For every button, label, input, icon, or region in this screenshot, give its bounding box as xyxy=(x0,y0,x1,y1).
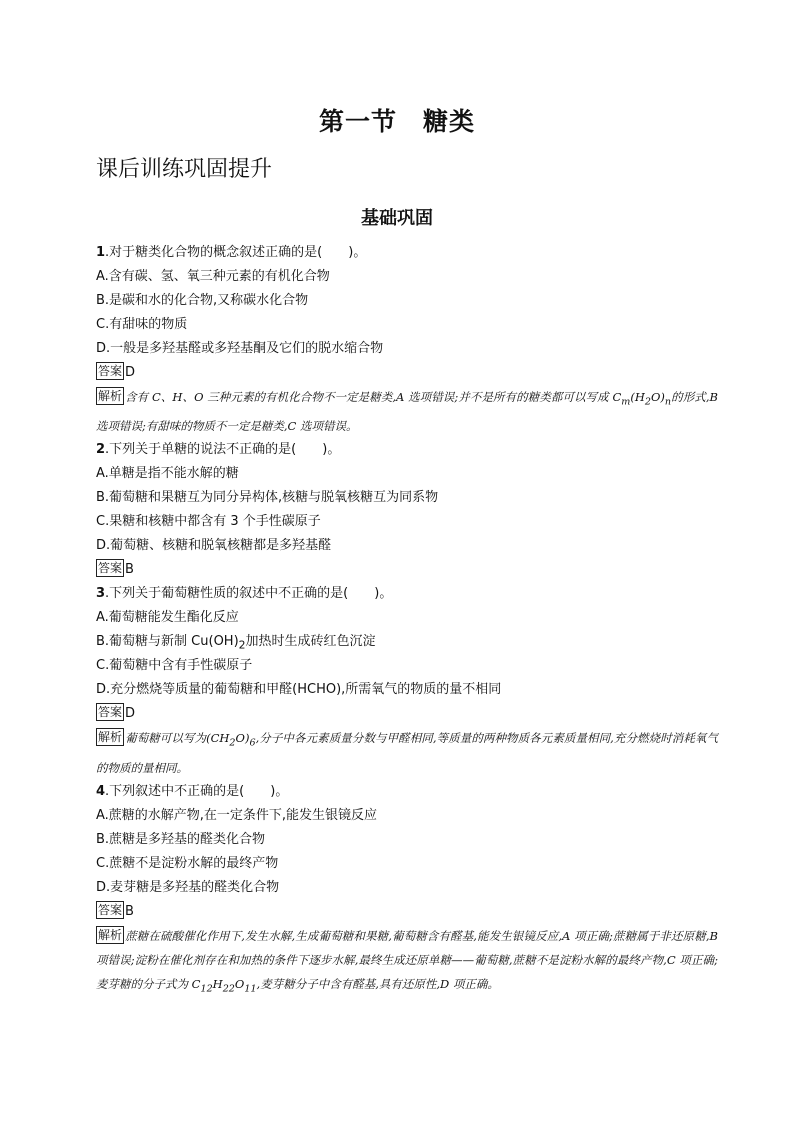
question-stem: .下列关于单糖的说法不正确的是( )。 xyxy=(105,442,341,458)
option-a: A.蔗糖的水解产物,在一定条件下,能发生银镜反应 xyxy=(96,807,378,823)
option-b: B.葡萄糖与新制 $Cu(OH)_2$加热时生成砖红色沉淀 xyxy=(96,634,376,652)
answer-row xyxy=(96,702,718,726)
answer-row xyxy=(96,361,718,385)
question-3 xyxy=(96,582,718,779)
option-b: B.葡萄糖和果糖互为同分异构体,核糖与脱氧核糖互为同系物 xyxy=(96,490,439,506)
option-c: C.蔗糖不是淀粉水解的最终产物 xyxy=(96,855,279,871)
question-stem: .下列关于葡萄糖性质的叙述中不正确的是( )。 xyxy=(105,586,393,602)
option-c: C.果糖和核糖中都含有 3 个手性碳原子 xyxy=(96,514,321,530)
option-c: C.葡萄糖中含有手性碳原子 xyxy=(96,658,253,674)
question-list xyxy=(96,241,718,1001)
question-1 xyxy=(96,241,718,438)
answer-label: 答案 xyxy=(98,364,123,378)
option-d: D.葡萄糖、核糖和脱氧核糖都是多羟基醛 xyxy=(96,538,332,554)
option-d: D.一般是多羟基醛或多羟基酮及它们的脱水缩合物 xyxy=(96,341,384,356)
question-number: 1 xyxy=(96,245,106,260)
chapter-title: 第一节 糖类 xyxy=(318,107,475,136)
answer-value: D xyxy=(125,365,136,380)
question-stem: .下列叙述中不正确的是( )。 xyxy=(105,783,289,799)
option-b: B.是碳和水的化合物,又称碳水化合物 xyxy=(96,293,309,308)
sub-title: 基础巩固 xyxy=(361,208,433,229)
answer-value: D xyxy=(125,706,136,722)
question-4 xyxy=(96,780,718,1001)
explanation-row: 解析 含有 C、H、O 三种元素的有机化合物不一定是糖类,A 选项错误;并不是所有的糖类都可以写成 $C_m(H_2O)_n$的形式,B 选项错误;有甜味的物质不一定是糖类,C 选项错误。 xyxy=(96,389,718,434)
question-2 xyxy=(96,438,718,582)
explanation-label: 解析 xyxy=(98,730,123,745)
answer-value: B xyxy=(125,562,134,578)
question-stem: .对于糖类化合物的概念叙述正确的是( )。 xyxy=(105,245,367,260)
answer-label: 答案 xyxy=(98,705,123,720)
answer-value: B xyxy=(125,903,134,919)
explanation-label: 解析 xyxy=(98,389,123,403)
question-number: 4 xyxy=(96,783,106,799)
option-b: B.蔗糖是多羟基的醛类化合物 xyxy=(96,831,266,847)
question-number: 2 xyxy=(96,442,106,458)
answer-label: 答案 xyxy=(98,902,123,917)
answer-row xyxy=(96,558,718,582)
explanation-row: 解析 葡萄糖可以写为$(CH_2O)_6$,分子中各元素质量分数与甲醛相同,等质量的两种物质各元素质量相同,充分燃烧时消耗氧气的物质的量相同。 xyxy=(96,730,718,775)
question-number: 3 xyxy=(96,586,106,602)
option-a: A.葡萄糖能发生酯化反应 xyxy=(96,610,239,626)
section-title: 课后训练巩固提升 xyxy=(96,157,273,182)
option-d: D.麦芽糖是多羟基的醛类化合物 xyxy=(96,879,280,895)
explanation-row: 解析 蔗糖在硫酸催化作用下,发生水解,生成葡萄糖和果糖,葡萄糖含有醛基,能发生银镜反应,A 项正确;蔗糖属于非还原糖,B 项错误;淀粉在催化剂存在和加热的条件下逐步水解,最终生成还原单糖——葡萄糖,蔗糖不是淀粉水解的最终产物,C 项正确;麦芽糖的分子式为 $C_{12}H_{22}O_{11}$,麦芽糖分子中含有醛基,具有还原性,D 项正确。 xyxy=(96,927,718,994)
answer-row xyxy=(96,900,718,924)
option-c: C.有甜味的物质 xyxy=(96,317,188,332)
option-d: D.充分燃烧等质量的葡萄糖和甲醛(HCHO),所需氧气的物质的量不相同 xyxy=(96,682,502,698)
answer-label: 答案 xyxy=(98,561,123,576)
option-a: A.含有碳、氢、氧三种元素的有机化合物 xyxy=(96,269,330,284)
explanation-label: 解析 xyxy=(98,927,123,942)
option-a: A.单糖是指不能水解的糖 xyxy=(96,466,239,482)
